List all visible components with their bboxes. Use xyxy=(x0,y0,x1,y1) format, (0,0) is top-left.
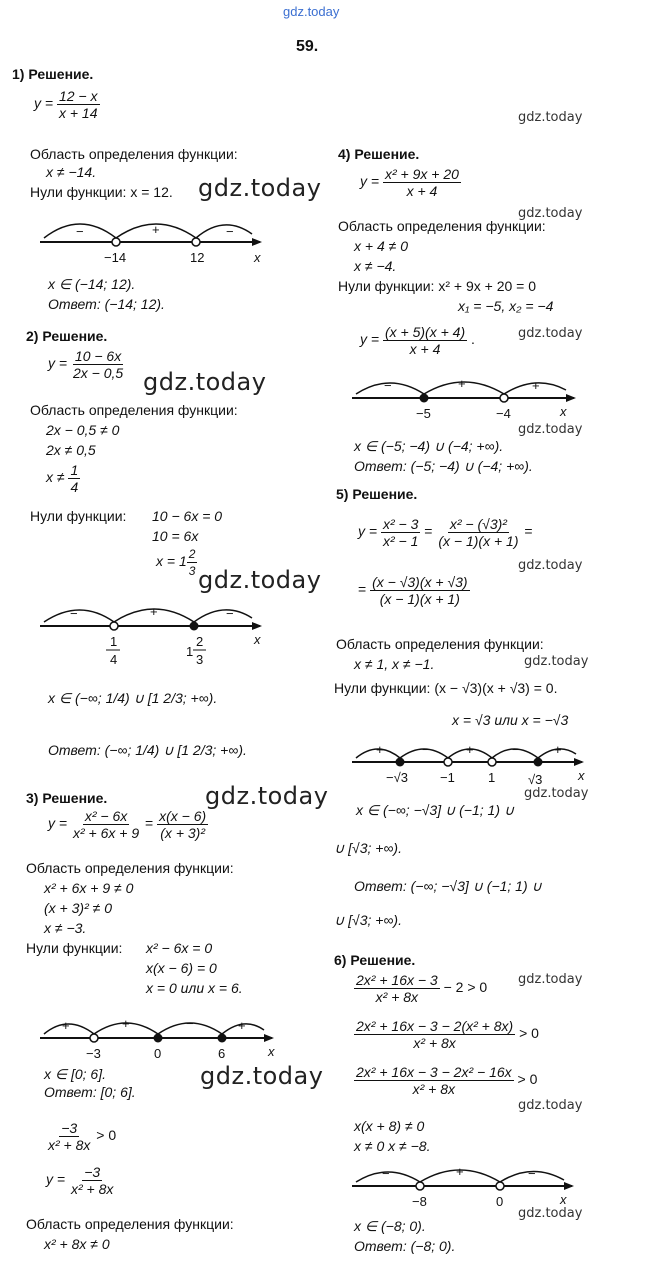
watermark: gdz.today xyxy=(198,566,322,594)
axis-label: x xyxy=(268,1044,275,1059)
axis-label: x xyxy=(254,632,261,647)
part6-domain-1: x(x + 8) ≠ 0 xyxy=(354,1118,425,1134)
part2-zeros-1: 10 − 6x = 0 xyxy=(152,508,223,524)
part3-number-line xyxy=(40,1010,280,1066)
watermark: gdz.today xyxy=(200,1062,324,1090)
sign-label: + xyxy=(456,1164,464,1179)
part4-domain-label: Область определения функции: xyxy=(338,218,546,234)
part2-domain-1: 2x − 0,5 ≠ 0 xyxy=(46,422,120,438)
part4-function: y = $\frac{\text{x² + 9x + 20}}{x + 4}$ xyxy=(360,166,459,199)
part2-number-line xyxy=(40,596,270,676)
part3-domain-4: x² + 8x ≠ 0 xyxy=(44,1236,110,1252)
sign-label: − xyxy=(76,224,84,239)
part1-function: y = $\frac{12 - x}{x + 14}$ xyxy=(34,88,98,121)
watermark: gdz.today xyxy=(524,786,589,801)
part3-domain-label-2: Область определения функции: xyxy=(26,1216,234,1232)
part2-function: y = $\frac{10 - 6x}{2x - 0,5}$ xyxy=(48,348,124,381)
part5-answer-set-2: ∪ [√3; +∞). xyxy=(334,840,402,856)
part6-line-3: $\frac{\text{2x² + 16x − 3 − 2x² − 16x}}{\text{x² + 8x}}$ > 0 xyxy=(356,1064,538,1097)
part6-line-1: $\frac{\text{2x² + 16x − 3}}{\text{x² + 8x}}$ − 2 > 0 xyxy=(356,972,488,1005)
part5-domain-label: Область определения функции: xyxy=(336,636,544,652)
part3-function: y = $\frac{\text{x² − 6x}}{\text{x² + 6x + 9}}$ = $\frac{x(x - 6)}{\text{(x + 3)²}}$ xyxy=(48,808,207,841)
watermark: gdz.today xyxy=(198,174,322,202)
part5-number-line xyxy=(352,734,592,790)
sign-label: + xyxy=(554,742,562,757)
sign-label: + xyxy=(152,222,160,237)
tick-label: √3 xyxy=(528,772,543,787)
watermark: gdz.today xyxy=(518,1098,583,1113)
sign-label: + xyxy=(458,376,466,391)
part1-domain: x ≠ −14. xyxy=(46,164,97,180)
tick-label: 6 xyxy=(218,1046,226,1061)
part2-zeros-2: 10 = 6x xyxy=(152,528,199,544)
part3-inequality: $\frac{-3}{\text{x² + 8x}}$ > 0 xyxy=(48,1120,117,1153)
problem-number: 59. xyxy=(296,38,319,55)
sign-label: + xyxy=(150,604,158,619)
part6-line-2: $\frac{\text{2x² + 16x − 3 − 2(x² + 8x)}}{\text{x² + 8x}}$ > 0 xyxy=(356,1018,539,1051)
part4-roots: x₁ = −5, x₂ = −4 xyxy=(458,298,554,314)
part2-zeros: Нули функции: xyxy=(30,508,127,524)
tick-label: 0 xyxy=(496,1194,504,1209)
part5-answer-set-1: x ∈ (−∞; −√3] ∪ (−1; 1) ∪ xyxy=(356,802,515,818)
tick-label: 0 xyxy=(154,1046,162,1061)
part2-domain-2: 2x ≠ 0,5 xyxy=(46,442,96,458)
part3-domain-1: x² + 6x + 9 ≠ 0 xyxy=(44,880,134,896)
part6-answer: Ответ: (−8; 0). xyxy=(354,1238,456,1254)
part5-zeros: Нули функции: (x − √3)(x + √3) = 0. xyxy=(334,680,558,696)
part3-zeros-3: x = 0 или x = 6. xyxy=(146,980,243,996)
part2-answer-set: x ∈ (−∞; 1/4) ∪ [1 2/3; +∞). xyxy=(48,690,218,706)
sign-label: − xyxy=(226,606,234,621)
part5-heading: 5) Решение. xyxy=(336,486,418,502)
sign-label: − xyxy=(512,742,520,757)
tick-label: −4 xyxy=(496,406,511,421)
part4-domain-1: x + 4 ≠ 0 xyxy=(354,238,408,254)
part2-answer: Ответ: (−∞; 1/4) ∪ [1 2/3; +∞). xyxy=(48,742,247,758)
axis-label: x xyxy=(254,250,261,265)
part3-zeros-1: x² − 6x = 0 xyxy=(146,940,213,956)
sign-label: + xyxy=(62,1018,70,1033)
part1-domain-label: Область определения функции: xyxy=(30,146,238,162)
watermark-top: gdz.today xyxy=(283,4,340,19)
sign-label: + xyxy=(532,378,540,393)
part4-zeros: Нули функции: x² + 9x + 20 = 0 xyxy=(338,278,537,294)
part3-heading: 3) Решение. xyxy=(26,790,108,806)
watermark: gdz.today xyxy=(518,326,583,341)
part4-answer-set: x ∈ (−5; −4) ∪ (−4; +∞). xyxy=(354,438,504,454)
watermark: gdz.today xyxy=(143,368,267,396)
part5-zeros-2: x = √3 или x = −√3 xyxy=(452,712,569,728)
sign-label: − xyxy=(186,1016,194,1031)
part1-heading: 1) Решение. xyxy=(12,66,94,82)
part5-function-2: = $\frac{(x - √3)(x + √3)}{(x - 1)(x + 1)}$ xyxy=(358,574,468,607)
sign-label: − xyxy=(70,606,78,621)
axis-label: x xyxy=(578,768,585,783)
part4-number-line xyxy=(352,370,582,426)
watermark: gdz.today xyxy=(518,206,583,221)
axis-label: x xyxy=(560,1192,567,1207)
sign-label: + xyxy=(238,1018,246,1033)
tick-label: 3 xyxy=(196,652,204,667)
part3-zeros-2: x(x − 6) = 0 xyxy=(146,960,217,976)
part3-answer-set: x ∈ [0; 6]. xyxy=(44,1066,106,1082)
tick-label: 1 xyxy=(110,634,118,649)
part4-domain-2: x ≠ −4. xyxy=(354,258,397,274)
part6-answer-set: x ∈ (−8; 0). xyxy=(354,1218,426,1234)
part4-answer: Ответ: (−5; −4) ∪ (−4; +∞). xyxy=(354,458,533,474)
sign-label: + xyxy=(122,1016,130,1031)
tick-label: 12 xyxy=(190,250,205,265)
part4-function-2: y = $\frac{(x + 5)(x + 4)}{x + 4}$ . xyxy=(360,324,475,357)
axis-label: x xyxy=(560,404,567,419)
watermark: gdz.today xyxy=(524,654,589,669)
part2-domain-3: x ≠ $\frac{1}{4}$ xyxy=(46,462,79,495)
part5-answer-2: ∪ [√3; +∞). xyxy=(334,912,402,928)
watermark: gdz.today xyxy=(518,972,583,987)
part1-zeros: Нули функции: x = 12. xyxy=(30,184,173,200)
watermark: gdz.today xyxy=(518,422,583,437)
part3-answer: Ответ: [0; 6]. xyxy=(44,1084,136,1100)
part1-answer-set: x ∈ (−14; 12). xyxy=(48,276,136,292)
part5-function: y = $\frac{\text{x² − 3}}{\text{x² − 1}}$ = $\frac{\text{x² − (√3)²}}{(x - 1)(x + 1)}$ = xyxy=(358,516,533,549)
sign-label: − xyxy=(382,1166,390,1181)
part3-function-2: y = $\frac{-3}{\text{x² + 8x}}$ xyxy=(46,1164,114,1197)
part3-domain-3: x ≠ −3. xyxy=(44,920,87,936)
sign-label: − xyxy=(528,1166,536,1181)
part3-domain-2: (x + 3)² ≠ 0 xyxy=(44,900,112,916)
part2-zeros-3: x = 1 $\frac{2}{3}$ xyxy=(156,547,196,578)
watermark: gdz.today xyxy=(518,558,583,573)
tick-label: 1 xyxy=(488,770,496,785)
part6-number-line xyxy=(352,1158,582,1214)
part6-heading: 6) Решение. xyxy=(334,952,416,968)
tick-label: −8 xyxy=(412,1194,427,1209)
part1-number-line xyxy=(40,208,270,268)
tick-label: −1 xyxy=(440,770,455,785)
part3-domain-label: Область определения функции: xyxy=(26,860,234,876)
part6-domain-2: x ≠ 0 x ≠ −8. xyxy=(354,1138,431,1154)
tick-label: 2 xyxy=(196,634,204,649)
tick-label: 4 xyxy=(110,652,118,667)
tick-label: −√3 xyxy=(386,770,408,785)
sign-label: − xyxy=(384,378,392,393)
sign-label: − xyxy=(422,742,430,757)
sign-label: + xyxy=(376,742,384,757)
sign-label: − xyxy=(226,224,234,239)
tick-label: −14 xyxy=(104,250,127,265)
tick-label: 1 xyxy=(186,644,194,659)
part5-domain-1: x ≠ 1, x ≠ −1. xyxy=(354,656,435,672)
part3-zeros: Нули функции: xyxy=(26,940,123,956)
tick-label: −3 xyxy=(86,1046,101,1061)
watermark: gdz.today xyxy=(205,782,329,810)
watermark: gdz.today xyxy=(518,1206,583,1221)
part2-domain-label: Область определения функции: xyxy=(30,402,238,418)
part4-heading: 4) Решение. xyxy=(338,146,420,162)
tick-label: −5 xyxy=(416,406,431,421)
sign-label: + xyxy=(466,742,474,757)
watermark: gdz.today xyxy=(518,110,583,125)
part5-answer-1: Ответ: (−∞; −√3] ∪ (−1; 1) ∪ xyxy=(354,878,542,894)
part1-answer: Ответ: (−14; 12). xyxy=(48,296,165,312)
part2-heading: 2) Решение. xyxy=(26,328,108,344)
